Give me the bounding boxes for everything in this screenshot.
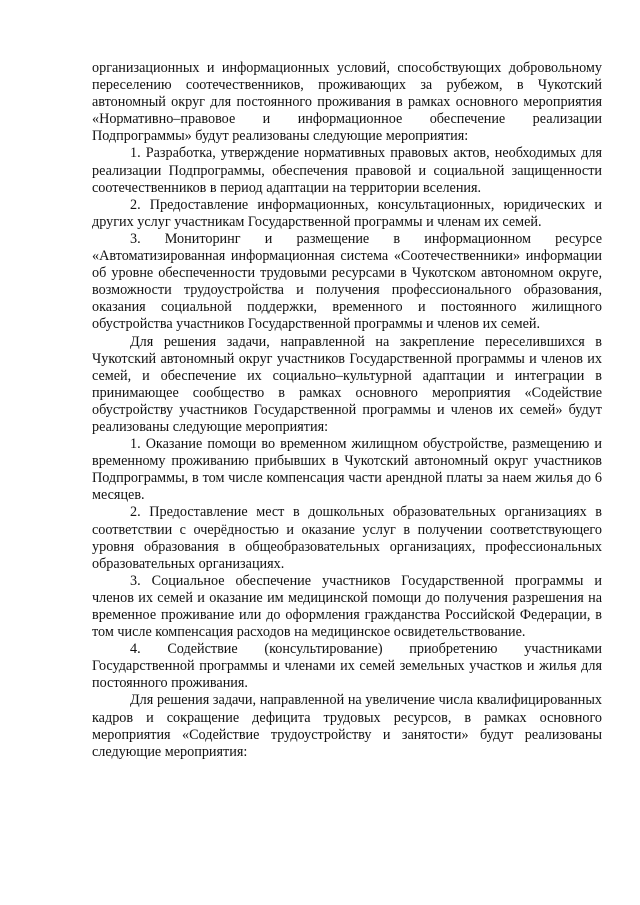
paragraph-task-settlement: Для решения задачи, направленной на закрепление переселившихся в Чукотский автономный округ участников Государственной программы и членов их семей, и обеспечение их социально–культурной адаптации и интеграции в принимающее сообщество в рамках основного мероприятия «Содействие обустройству участников Государственной программы и членов их семей» будут реализованы следующие мероприятия: — [92, 333, 602, 435]
paragraph-intro-continuation: организационных и информационных условий, способствующих добровольному переселению соотечественников, проживающих за рубежом, в Чукотский автономный округ для постоянного проживания в рамках основного мероприятия «Нормативно–правовое и информационное обеспечение реализации Подпрограммы» будут реализованы следующие мероприятия: — [92, 60, 602, 145]
paragraph-item-2-education: 2. Предоставление мест в дошкольных образовательных организациях в соответствии с очерёдностью и оказание услуг в получении соответствующего уровня образования в общеобразовательных организациях, профессиональных образовательных организациях. — [92, 504, 602, 572]
paragraph-item-3-monitoring: 3. Мониторинг и размещение в информационном ресурсе «Автоматизированная информационная система «Соотечественники» информации об уровне обеспеченности трудовыми ресурсами в Чукотском автономном округе, возможности трудоустройства и получения профессионального образования, оказания социальной поддержки, временного и постоянного жилищного обустройства участников Государственной программы и членов их семей. — [92, 230, 602, 333]
document-page — [92, 60, 602, 761]
paragraph-item-3-social: 3. Социальное обеспечение участников Государственной программы и членов их семей и оказание им медицинской помощи до получения разрешения на временное проживание или до оформления гражданства Российской Федерации, в том числе компенсация расходов на медицинское освидетельствование. — [92, 572, 602, 641]
paragraph-task-employment: Для решения задачи, направленной на увеличение числа квалифицированных кадров и сокращение дефицита трудовых ресурсов, в рамках основного мероприятия «Содействие трудоустройству и занятости» будут реализованы следующие мероприятия: — [92, 692, 602, 760]
paragraph-item-2-services: 2. Предоставление информационных, консультационных, юридических и других услуг участникам Государственной программы и членам их семей. — [92, 196, 602, 230]
paragraph-item-1-housing: 1. Оказание помощи во временном жилищном обустройстве, размещению и временному проживанию прибывших в Чукотский автономный округ участников Подпрограммы, в том числе компенсация части арендной платы за наем жилья до 6 месяцев. — [92, 436, 602, 504]
paragraph-item-1-regulations: 1. Разработка, утверждение нормативных правовых актов, необходимых для реализации Подпрограммы, обеспечения правовой и социальной защищенности соотечественников в период адаптации на территории вселения. — [92, 145, 602, 196]
paragraph-item-4-land: 4. Содействие (консультирование) приобретению участниками Государственной программы и членами их семей земельных участков и жилья для постоянного проживания. — [92, 641, 602, 692]
